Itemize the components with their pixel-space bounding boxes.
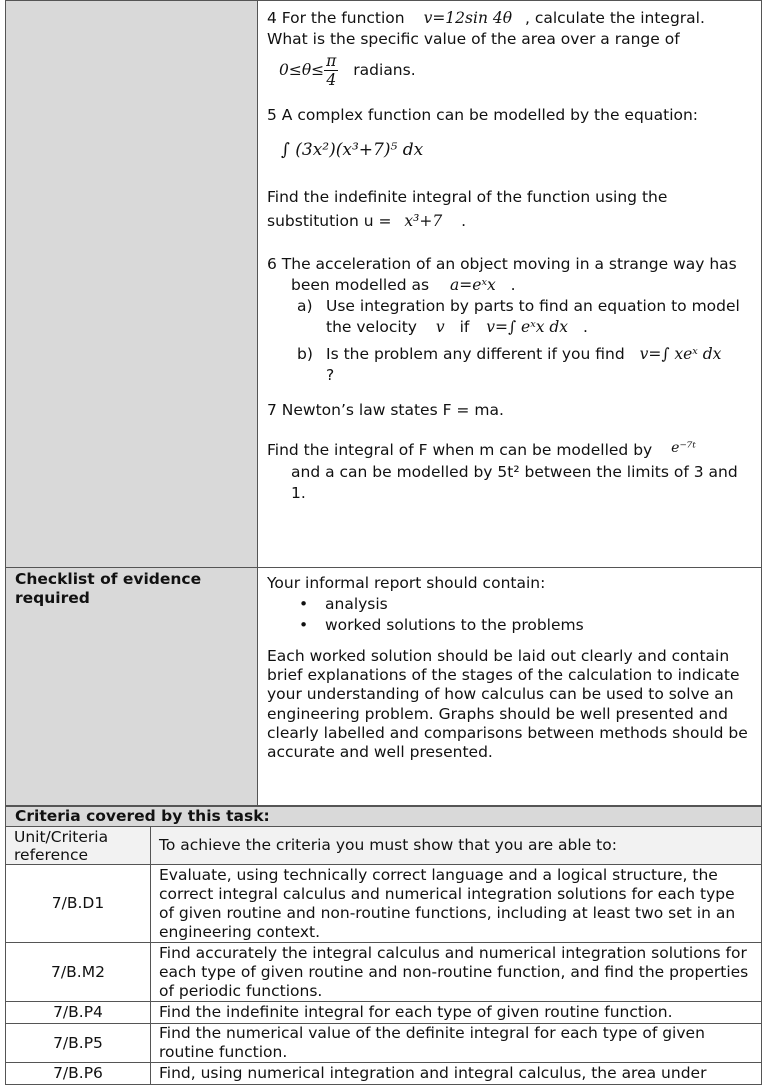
criteria-code: 7/B.D1 — [6, 865, 151, 943]
q7-line3: and a can be modelled by 5t² between the limits of 3 and — [291, 463, 738, 481]
q6-accel: a=eˣx — [450, 276, 496, 294]
criteria-title: Criteria covered by this task: — [6, 807, 762, 827]
assignment-page — [5, 0, 762, 1085]
criteria-text: Evaluate, using technically correct language and a logical structure, the correct integral calculus and numerical integration solutions for each type of given routine and non-routine functions, including at least two set in an engineering context. — [151, 865, 762, 943]
criteria-text: Find the numerical value of the definite integral for each type of given routine function. — [151, 1024, 762, 1063]
q7-mass-expr: e⁻⁷ᵗ — [671, 440, 696, 456]
question-6 — [267, 254, 751, 386]
criteria-code: 7/B.P4 — [6, 1002, 151, 1024]
q4-prefix: 4 For the function — [267, 9, 405, 27]
q5-sub-label: substitution u = — [267, 212, 392, 230]
q5-sub-expr: x³+7 — [404, 212, 443, 230]
checklist-intro: Your informal report should contain: — [267, 574, 546, 592]
task-label-cell — [6, 1, 258, 568]
q7-line2: Find the integral of F when m can be modelled by — [267, 441, 653, 459]
question-5 — [267, 105, 751, 232]
checklist-paragraph: Each worked solution should be laid out clearly and contain brief explanations of the stages of the calculation to indicate your understanding of how calculus can be used to solve an engineering problem. Graphs should be well presented and clearly labelled and comparisons between methods should be accurate and well presented. — [267, 647, 748, 762]
q6-part-a: a) Use integration by parts to find an equation to model the velocity v if v=∫ eˣx dx . — [297, 297, 740, 336]
q6-b-text: Is the problem any different if you find — [326, 345, 625, 363]
q7-line4: 1. — [291, 484, 306, 502]
q5-sub-end: . — [461, 212, 467, 230]
q6-a-end: . — [583, 318, 588, 336]
question-7 — [267, 400, 751, 504]
task-table — [5, 0, 762, 806]
q5-line1: Find the indefinite integral of the function using the — [267, 188, 668, 206]
q6-line2-text: been modelled as — [291, 276, 430, 294]
question-4 — [267, 8, 751, 89]
table-row — [6, 1024, 762, 1063]
criteria-code: 7/B.P6 — [6, 1063, 151, 1085]
questions-cell — [258, 1, 762, 568]
criteria-code: 7/B.M2 — [6, 943, 151, 1002]
q6-part-b: b) Is the problem any different if you find v=∫ xeˣ dx ? — [297, 345, 722, 384]
q4-line2: What is the specific value of the area over a range of — [267, 30, 680, 48]
q6-a-line1: Use integration by parts to find an equation to model — [326, 297, 740, 315]
q6-line1: 6 The acceleration of an object moving in a strange way has — [267, 255, 737, 273]
q6-a-math: v=∫ eˣx dx — [486, 318, 569, 336]
q4-range-fraction: $\frac{\pi}{4}$ — [326, 52, 337, 89]
q5-integral: ∫ (3x²)(x³+7)⁵ dx — [281, 140, 424, 160]
criteria-text: Find accurately the integral calculus and numerical integration solutions for each type of given routine and non-routine function, and find the properties of periodic functions. — [151, 943, 762, 1002]
table-row — [6, 865, 762, 943]
checklist-cell — [258, 568, 762, 806]
q6-line2-end: . — [510, 276, 516, 294]
q6-b-math: v=∫ xeˣ dx — [639, 345, 722, 363]
q6-a-v: v — [435, 318, 445, 336]
criteria-col-description: To achieve the criteria you must show that you are able to: — [151, 827, 762, 865]
q4-range-unit: radians. — [353, 61, 416, 79]
list-item: • analysis — [325, 594, 751, 615]
q6-a-line2: the velocity — [326, 318, 417, 336]
table-row — [6, 1002, 762, 1024]
q6-b-question-mark: ? — [326, 366, 335, 384]
checklist-label: Checklist of evidence required — [6, 568, 258, 806]
q7-line1: 7 Newton’s law states F = ma. — [267, 401, 504, 419]
criteria-text: Find, using numerical integration and integral calculus, the area under — [151, 1063, 762, 1085]
list-item: • worked solutions to the problems — [325, 615, 751, 636]
criteria-text: Find the indefinite integral for each type of given routine function. — [151, 1002, 762, 1024]
table-row — [6, 943, 762, 1002]
table-row — [6, 1063, 762, 1085]
q4-function: v=12sin 4θ — [423, 9, 513, 27]
q4-range: 0≤θ≤ — [279, 61, 325, 79]
q5-intro: 5 A complex function can be modelled by the equation: — [267, 106, 699, 124]
criteria-table — [5, 806, 762, 1085]
criteria-code: 7/B.P5 — [6, 1024, 151, 1063]
q4-suffix: , calculate the integral. — [524, 9, 705, 27]
q6-a-if: if — [459, 318, 470, 336]
criteria-col-reference: Unit/Criteria reference — [6, 827, 151, 865]
checklist-list — [267, 594, 751, 636]
